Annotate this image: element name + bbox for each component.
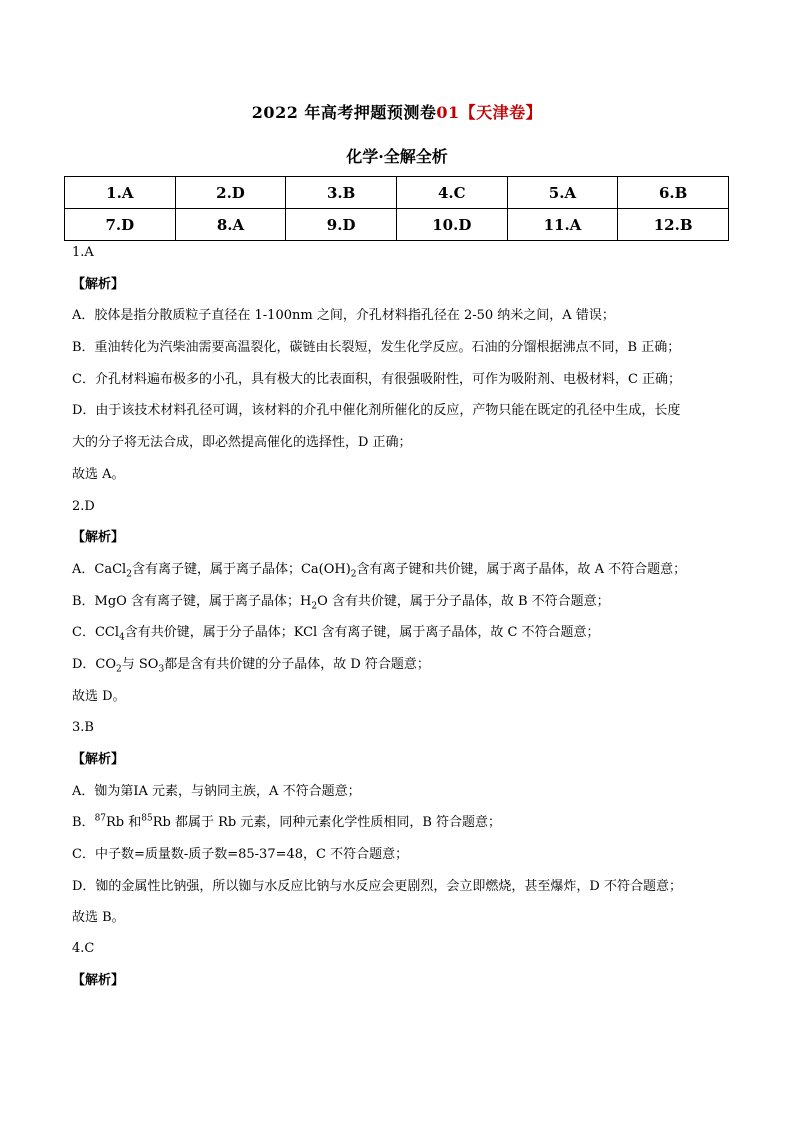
answer-cell: 5.A (507, 177, 618, 209)
subscript: 2 (116, 664, 122, 675)
superscript: 85 (141, 814, 153, 825)
analysis-label: 【解析】 (72, 276, 125, 292)
subscript: 3 (158, 664, 165, 675)
subscript: 4 (119, 632, 125, 643)
answer-cell: 8.A (175, 209, 286, 241)
answer-cell: 2.D (175, 177, 286, 209)
title-number: 01 (436, 103, 460, 122)
answer-cell: 9.D (286, 209, 397, 241)
answer-key-table (64, 176, 729, 241)
text-segment: O 含有共价键，属于分子晶体，故 B 不符合题意； (317, 593, 610, 609)
question-number: 1.A (72, 245, 94, 260)
title-region: 【天津卷】 (459, 103, 543, 122)
subscript: 2 (311, 601, 318, 612)
text-segment: 含有离子键和共价键，属于离子晶体，故 A 不符合题意； (356, 561, 687, 577)
explanation-body (72, 245, 732, 1005)
answer-cell: 6.B (618, 177, 729, 209)
explanation-line (72, 625, 732, 641)
answer-cell: 3.B (286, 177, 397, 209)
text-segment: Rb 和 (106, 815, 142, 831)
subscript: 2 (350, 569, 357, 580)
explanation-line: D．由于该技术材料孔径可调，该材料的介孔中催化剂所催化的反应，产物只能在既定的孔径中生成，长度 (72, 403, 681, 419)
text-segment: 含有共价键，属于分子晶体；KCl 含有离子键，属于离子晶体，故 C 不符合题意； (124, 625, 600, 641)
text-segment: B．MgO 含有离子键，属于离子晶体；H (72, 593, 312, 609)
text-segment: 与 SO (121, 656, 159, 672)
conclusion-line: 故选 D。 (72, 688, 126, 704)
analysis-label: 【解析】 (72, 752, 125, 767)
explanation-line (72, 815, 732, 831)
text-segment: C．CCl (72, 625, 119, 641)
answer-row (65, 209, 729, 241)
answer-cell: 11.A (507, 209, 618, 241)
conclusion-line: 故选 B。 (72, 909, 125, 925)
text-segment: D．CO (72, 656, 117, 672)
explanation-line (72, 594, 732, 610)
document-subtitle: 化学·全解全析 (346, 147, 448, 166)
superscript: 87 (94, 814, 107, 825)
title-main-text: 2022 年高考押题预测卷 (251, 103, 437, 122)
answer-cell: 12.B (618, 209, 729, 241)
explanation-line: D．铷的金属性比钠强，所以铷与水反应比钠与水反应会更剧烈，会立即燃烧，甚至爆炸，D 不符合题意； (72, 878, 682, 894)
text-segment: Rb 都属于 Rb 元素，同种元素化学性质相同，B 符合题意； (152, 815, 502, 831)
conclusion-line: 故选 A。 (72, 466, 125, 482)
explanation-line: B．重油转化为汽柴油需要高温裂化，碳链由长裂短，发生化学反应。石油的分馏根据沸点不同，B 正确； (72, 340, 681, 356)
analysis-label: 【解析】 (72, 530, 125, 546)
text-segment: 含有离子键，属于离子晶体；Ca(OH) (131, 561, 351, 577)
question-number: 3.B (72, 720, 94, 736)
text-segment: 都是含有共价键的分子晶体，故 D 符合题意； (164, 656, 430, 672)
explanation-line: A．铷为第ⅠA 元素，与钠同主族，A 不符合题意； (72, 783, 361, 799)
document-title (0, 100, 794, 123)
explanation-line: A．胶体是指分散质粒子直径在 1-100nm 之间，介孔材料指孔径在 2-50 纳米之间，A 错误； (72, 308, 615, 324)
subscript: 2 (126, 569, 132, 580)
answer-cell: 7.D (65, 209, 176, 241)
answer-cell: 4.C (396, 177, 507, 209)
text-segment: A．CaCl (72, 561, 127, 577)
explanation-line: 大的分子将无法合成，即必然提高催化的选择性，D 正确； (72, 435, 412, 451)
explanation-line (72, 657, 732, 673)
text-segment: B． (72, 815, 95, 831)
analysis-label: 【解析】 (72, 973, 125, 989)
answer-row (65, 177, 729, 209)
answer-cell: 10.D (396, 209, 507, 241)
explanation-line (72, 562, 732, 578)
answer-cell: 1.A (65, 177, 176, 209)
question-number: 4.C (72, 941, 95, 957)
explanation-line: C．中子数=质量数-质子数=85-37=48，C 不符合题意； (72, 847, 409, 863)
question-number: 2.D (72, 498, 95, 514)
explanation-line: C．介孔材料遍布极多的小孔，具有极大的比表面积，有很强吸附性，可作为吸附剂、电极材料，C 正确； (72, 371, 682, 387)
